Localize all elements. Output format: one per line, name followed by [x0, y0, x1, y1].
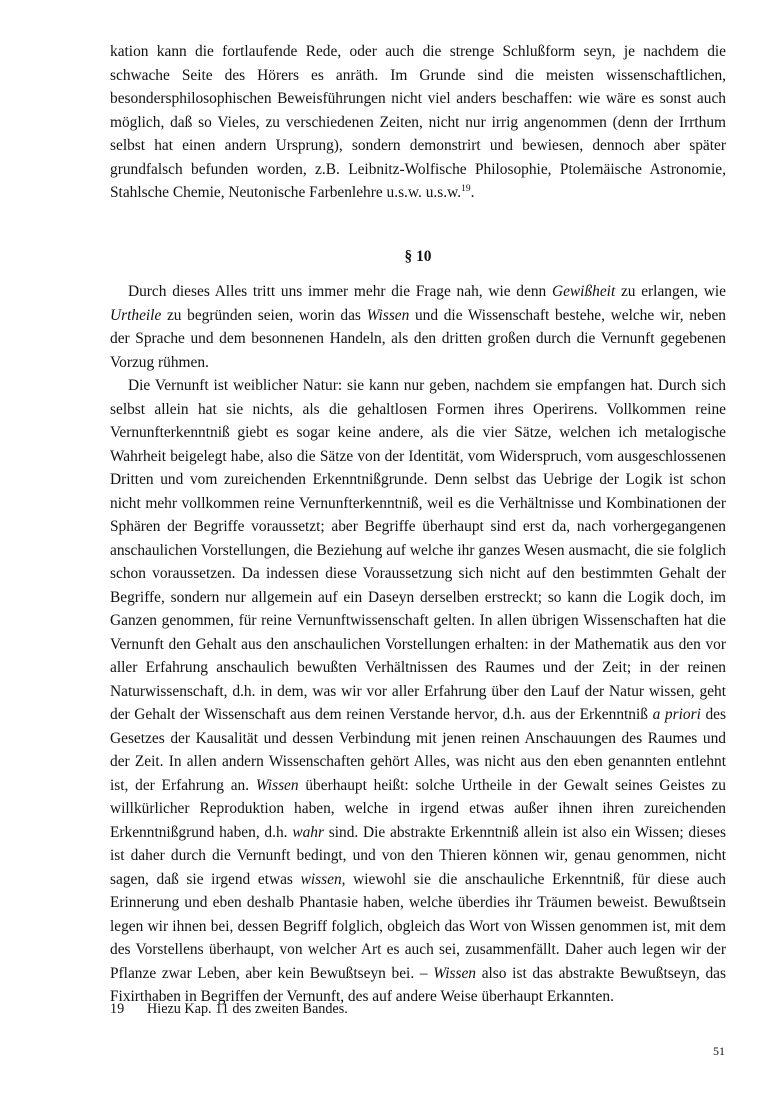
paragraph-text: überhaupt heißt: solche Urtheile in der Gewalt seines Geistes zu willkürlicher Reproduktion haben, welche in irgend etwas außer ihnen ihren zureichenden Erkenntnißgrund haben, d.h. — [110, 776, 726, 841]
paragraph-text: zu erlangen, wie — [615, 283, 727, 300]
paragraph-2 — [110, 374, 726, 1009]
page-number: 51 — [713, 1044, 725, 1058]
paragraph-text: und die Wissenschaft bestehe, welche wir, neben der Sprache und dem besonnenen Handeln, als den dritten großen durch die Vernunft gegebenen Vorzug rühmen. — [110, 306, 727, 371]
paragraph-text: Die Vernunft ist weiblicher Natur: sie kann nur geben, nachdem sie empfangen hat. Durch sich selbst allein hat sie nichts, als die gehaltlosen Formen ihres Operirens. Vollkommen reine Vernunfterkenntniß giebt es sogar keine andere, als die vier Sätze, welchen ich metalogische Wahrheit beigelegt habe, also die Sätze von der Identität, vom Widerspruch, vom ausgeschlossenen Dritten und vom zureichenden Erkenntnißgrunde. Denn selbst das Uebrige der Logik ist schon nicht mehr vollkommen reine Vernunfterkenntniß, weil es die Verhältnisse und Kombinationen der Sphären der Begriffe voraussetzt; aber Begriffe überhaupt sind erst da, nach vorhergegangenen anschaulichen Vorstellungen, die Beziehung auf welche ihr ganzes Wesen ausmacht, die sie folglich schon voraussetzen. Da indessen diese Voraussetzung sich nicht auf den bestimmten Gehalt der Begriffe, sondern nur allgemein auf ein Daseyn derselben erstreckt; so kann die Logik doch, im Ganzen genommen, für reine Vernunftwissenschaft gelten. In allen übrigen Wissenschaften hat die Vernunft den Gehalt aus den anschaulichen Vorstellungen erhalten: in der Mathematik aus den vor aller Erfahrung anschaulich bewußten Verhältnissen des Raumes und der Zeit; in der reinen Naturwissenschaft, d.h. in dem, was wir vor aller Erfahrung über den Lauf der Natur wissen, geht der Gehalt der Wissenschaft aus dem reinen Verstande hervor, d.h. aus der Erkenntniß — [110, 377, 726, 723]
intro-text: kation kann die fortlaufende Rede, oder auch die strenge Schlußform seyn, je nachdem die schwache Seite des Hörers es anräth. Im Grunde sind die meisten wissenschaftlichen, besondersphilosophischen Beweisführungen nicht viel anders beschaffen: wie wäre es sonst auch möglich, daß so Vieles, zu verschiedenen Zeiten, nicht nur irrig angenommen (denn der Irrthum selbst hat einen andern Ursprung), sondern demonstrirt und bewiesen, dennoch aber später grundfalsch befunden worden, z.B. Leibnitz-Wolfische Philosophie, Ptolemäische Astronomie, Stahlsche Chemie, Neutonische Farbenlehre u.s.w. u.s.w. — [110, 43, 726, 201]
paragraph-text: , wiewohl sie die anschauliche Erkenntniß, für diese auch Erinnerung und eben deshalb Phantasie haben, welche überdies ihr Träumen beweist. Bewußtsein legen wir ihnen bei, dessen Begriff folglich, obgleich das Wort von Wissen genommen ist, mit dem des Vorstellens überhaupt, von welcher Art es auch sei, zusammenfällt. Daher auch legen wir der Pflanze zwar Leben, aber kein Bewußtseyn bei. – — [110, 870, 726, 982]
intro-paragraph — [110, 40, 726, 205]
paragraph-text: Durch dieses Alles tritt uns immer mehr die Frage nah, wie denn — [128, 283, 552, 300]
footnote-text: Hiezu Kap. 11 des zweiten Bandes. — [147, 1001, 348, 1017]
emphasis: Wissen — [366, 306, 410, 324]
paragraph-text: also ist das abstrakte Bewußtseyn, das Fixirthaben in Begriffen der Vernunft, des auf andere Weise überhaupt Erkannten. — [110, 964, 726, 1005]
emphasis: Wissen — [255, 776, 299, 794]
emphasis: Wissen — [433, 964, 477, 982]
paragraph-text: sind. Die abstrakte Erkenntniß allein ist also ein Wissen; dieses ist daher durch die Vernunft bedingt, und von den Thieren können wir, genau genommen, nicht sagen, daß sie irgend etwas — [110, 823, 726, 888]
paragraph-text: des Gesetzes der Kausalität und dessen Verbindung mit jenen reinen Anschauungen des Raumes und der Zeit. In allen andern Wissenschaften gehört Alles, was nicht aus den eben genannten entlehnt ist, der Erfahrung an. — [110, 706, 726, 794]
emphasis: wahr — [292, 823, 324, 841]
intro-end: . — [470, 184, 475, 201]
text-column — [110, 40, 726, 1009]
paragraph-text: zu begründen seien, worin das — [161, 306, 367, 324]
section-heading: § 10 — [404, 247, 432, 265]
emphasis: Urtheile — [110, 306, 162, 324]
paragraph-1 — [110, 280, 726, 374]
footnote-reference[interactable]: 19 — [461, 183, 471, 194]
emphasis: wissen — [300, 870, 342, 888]
emphasis: a priori — [652, 706, 701, 723]
footnote — [110, 999, 726, 1019]
footnote-number: 19 — [110, 1001, 125, 1017]
emphasis: Gewißheit — [551, 283, 616, 300]
